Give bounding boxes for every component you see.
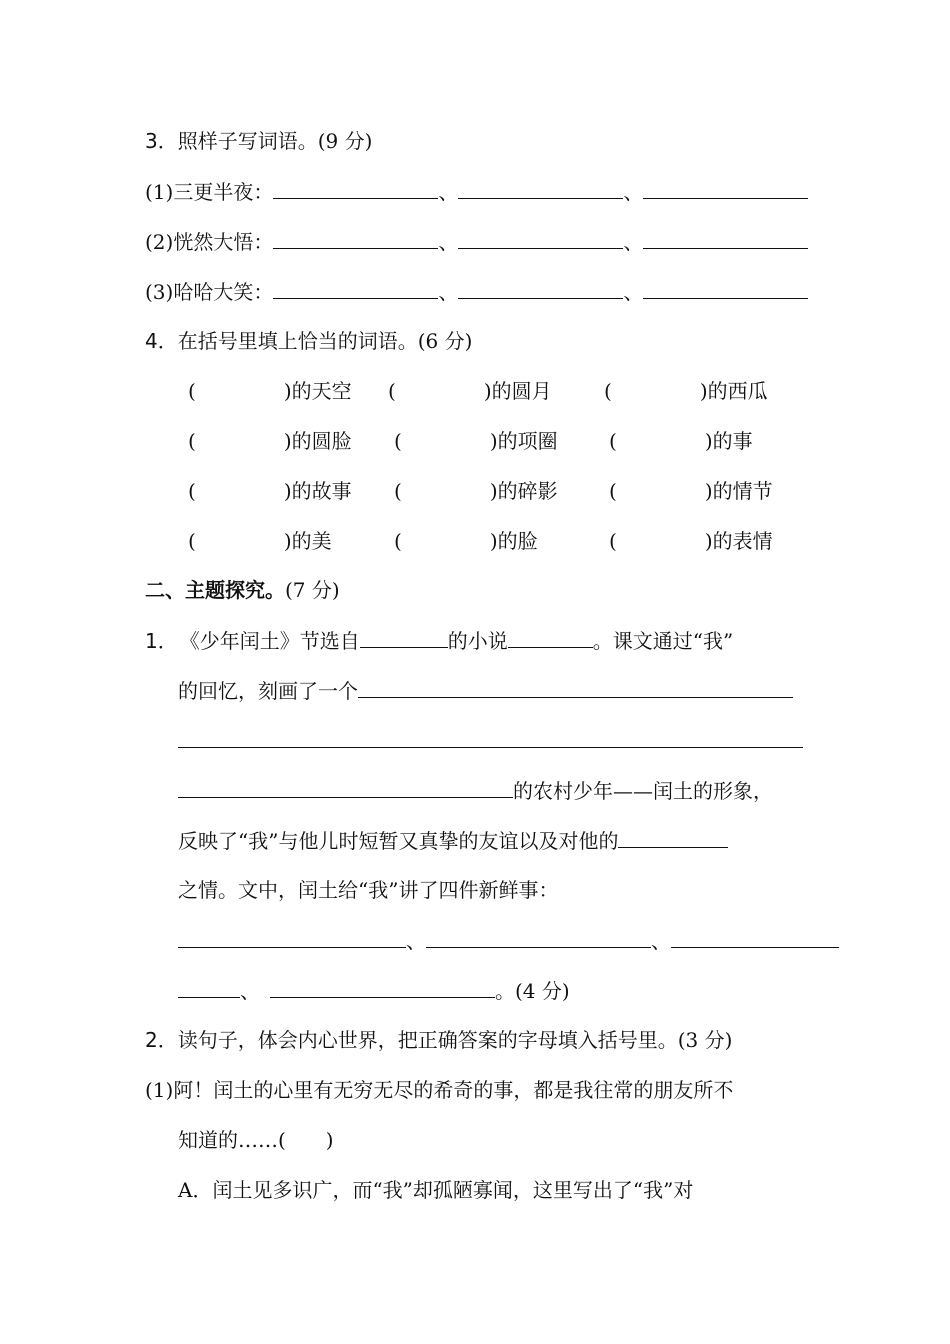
fill-paren-item[interactable]: ( )的项圈 xyxy=(394,429,558,453)
q4-title xyxy=(145,328,472,354)
answer-blank[interactable] xyxy=(270,977,495,998)
q3-title-text: 照样子写词语。(9 分) xyxy=(177,129,373,153)
p1-number: 1． xyxy=(145,629,178,653)
fill-paren-item[interactable]: ( )的故事 xyxy=(188,479,352,503)
p2-title xyxy=(145,1027,732,1053)
fill-paren-item[interactable]: ( )的圆脸 xyxy=(188,429,352,453)
p1-text-b: 的小说 xyxy=(447,629,508,653)
answer-blank[interactable] xyxy=(458,178,623,199)
answer-blank[interactable] xyxy=(671,927,839,948)
separator: 、 xyxy=(651,929,671,953)
answer-blank[interactable] xyxy=(178,977,240,998)
p1-line-2 xyxy=(178,677,793,704)
separator: 、 xyxy=(438,230,459,254)
p2-title-text: 读句子，体会内心世界，把正确答案的字母填入括号里。(3 分) xyxy=(177,1028,733,1052)
q3-title xyxy=(145,128,372,154)
q3-item-3 xyxy=(145,278,808,305)
answer-blank[interactable] xyxy=(618,827,728,848)
answer-blank[interactable] xyxy=(178,727,803,748)
separator: 、 xyxy=(438,180,459,204)
p1-line-5 xyxy=(178,827,728,854)
separator: 、 xyxy=(438,280,459,304)
q3-item-2 xyxy=(145,228,808,255)
answer-blank[interactable] xyxy=(458,228,623,249)
p2-option-a-text: A．闰土见多识广，而“我”却孤陋寡闻，这里写出了“我”对 xyxy=(178,1178,694,1202)
answer-blank[interactable] xyxy=(458,278,623,299)
p2-option-a[interactable] xyxy=(178,1177,693,1203)
answer-blank[interactable] xyxy=(508,627,593,648)
q3-item-1 xyxy=(145,178,808,205)
separator: 、 xyxy=(240,979,260,1003)
answer-blank[interactable] xyxy=(273,228,438,249)
separator: 、 xyxy=(406,929,426,953)
fill-paren-item[interactable]: ( )的情节 xyxy=(609,479,773,503)
p1-line-4 xyxy=(178,777,773,804)
fill-paren-item[interactable]: ( )的美 xyxy=(188,529,332,553)
fill-paren-item[interactable]: ( )的圆月 xyxy=(388,379,552,403)
p1-text-c: 。课文通过“我” xyxy=(592,629,734,653)
fill-paren-item[interactable]: ( )的天空 xyxy=(188,379,352,403)
section-heading-text: 二、主题探究。 xyxy=(145,578,285,602)
p1-line5-text: 反映了“我”与他儿时短暂又真挚的友谊以及对他的 xyxy=(178,829,619,853)
answer-blank[interactable] xyxy=(178,777,513,798)
fill-paren-item[interactable]: ( )的碎影 xyxy=(394,479,558,503)
answer-blank[interactable] xyxy=(273,278,438,299)
answer-blank[interactable] xyxy=(178,927,406,948)
fill-paren-item[interactable]: ( )的西瓜 xyxy=(604,379,768,403)
p1-line-6 xyxy=(178,877,558,903)
separator: 、 xyxy=(623,230,644,254)
answer-blank[interactable] xyxy=(643,178,808,199)
p1-line-3 xyxy=(178,727,803,754)
p1-line-8 xyxy=(178,977,570,1004)
q3-item-label: (1)三更半夜： xyxy=(145,180,274,204)
q3-item-label: (2)恍然大悟： xyxy=(145,230,274,254)
q4-title-text: 在括号里填上恰当的词语。(6 分) xyxy=(177,329,473,353)
q4-number: 4． xyxy=(145,329,178,353)
fill-paren-item[interactable]: ( )的事 xyxy=(609,429,753,453)
separator: 、 xyxy=(623,280,644,304)
fill-paren-item[interactable]: ( )的表情 xyxy=(609,529,773,553)
p1-line4-text: 的农村少年——闰土的形象， xyxy=(513,779,773,803)
separator: 、 xyxy=(623,180,644,204)
q3-item-label: (3)哈哈大笑： xyxy=(145,280,274,304)
answer-blank[interactable] xyxy=(426,927,651,948)
p1-end-text: 。(4 分) xyxy=(495,979,570,1003)
p2-sentence-1 xyxy=(145,1077,733,1103)
p2-number: 2． xyxy=(145,1028,178,1052)
section-heading xyxy=(145,577,340,603)
p2-sentence-1b-text: 知道的……( ) xyxy=(178,1128,334,1152)
section-score: (7 分) xyxy=(285,578,340,602)
answer-blank[interactable] xyxy=(273,178,438,199)
p1-line-1 xyxy=(145,627,733,654)
p2-sentence-1b xyxy=(178,1127,334,1153)
answer-blank[interactable] xyxy=(360,627,448,648)
answer-blank[interactable] xyxy=(358,677,793,698)
p1-line6-text: 之情。文中，闰土给“我”讲了四件新鲜事： xyxy=(178,878,559,902)
q3-number: 3． xyxy=(145,129,178,153)
answer-blank[interactable] xyxy=(643,228,808,249)
fill-paren-item[interactable]: ( )的脸 xyxy=(394,529,538,553)
answer-blank[interactable] xyxy=(643,278,808,299)
p1-text-a: 《少年闰土》节选自 xyxy=(189,629,360,653)
p1-line2-text: 的回忆，刻画了一个 xyxy=(178,679,358,703)
p2-sentence-1-text: (1)阿！闰土的心里有无穷无尽的希奇的事，都是我往常的朋友所不 xyxy=(145,1078,734,1102)
p1-line-7 xyxy=(178,927,839,954)
